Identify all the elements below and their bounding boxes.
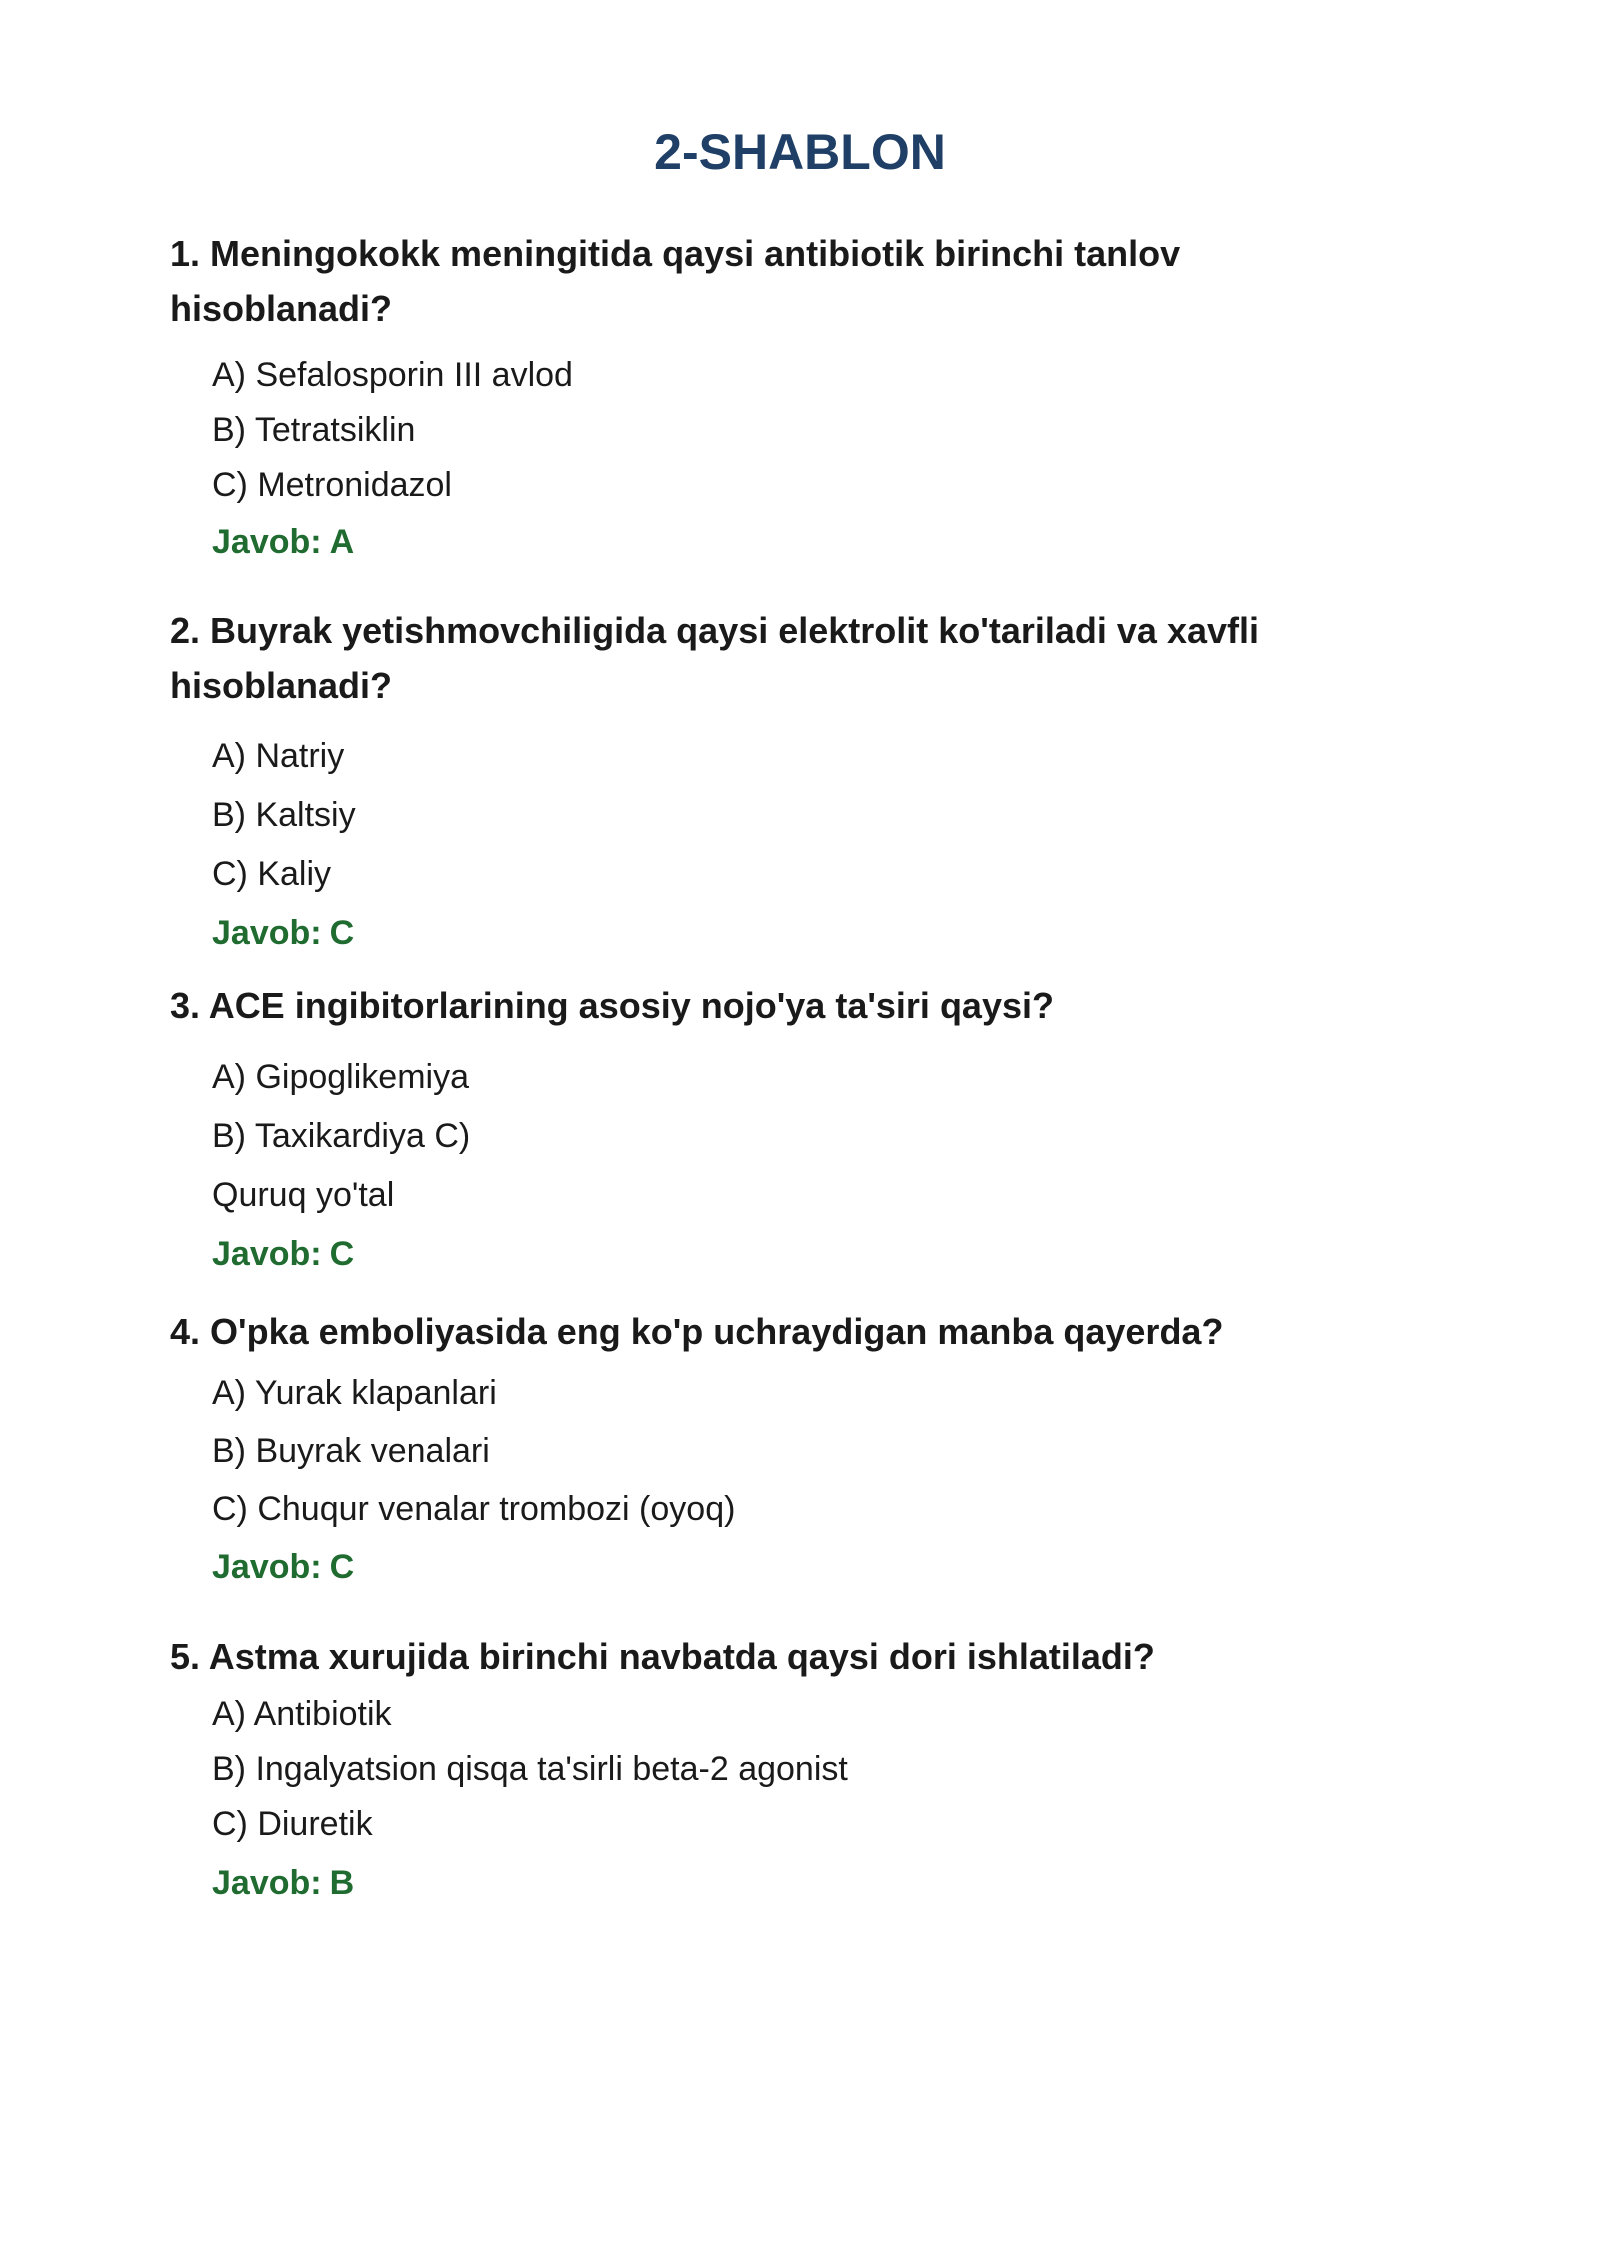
question-line: 4. O'pka emboliyasida eng ko'p uchraydigan manba qayerda? (170, 1311, 1224, 1352)
option-list (170, 1687, 1420, 1852)
answer-value: C (329, 1235, 355, 1273)
option-a: A) Sefalosporin III avlod (212, 356, 573, 394)
option-a: A) Antibiotik (212, 1695, 392, 1733)
answer-value: C (329, 1548, 355, 1586)
question-line: 5. Astma xurujida birinchi navbatda qaysi dori ishlatiladi? (170, 1636, 1155, 1677)
option-list (170, 1048, 1420, 1225)
answer-line (170, 1538, 1420, 1596)
option-list (170, 727, 1420, 904)
answer-line (170, 513, 1420, 571)
option-c: C) Metronidazol (212, 466, 452, 504)
option-b: B) Ingalyatsion qisqa ta'sirli beta-2 agonist (212, 1750, 848, 1788)
question-text (170, 226, 1420, 336)
option-b: B) Buyrak venalari (212, 1432, 490, 1470)
option-b: B) Kaltsiy (212, 796, 356, 834)
option-a: A) Natriy (212, 737, 345, 775)
question-3 (170, 978, 1420, 1283)
question-text (170, 1304, 1420, 1359)
answer-label: Javob: (212, 1864, 322, 1902)
question-5 (170, 1629, 1420, 1914)
option-c: C) Diuretik (212, 1805, 373, 1843)
question-2 (170, 603, 1420, 962)
option-b: B) Taxikardiya C) (212, 1117, 471, 1155)
question-4 (170, 1304, 1420, 1596)
answer-line (170, 1225, 1420, 1283)
option-c: Quruq yo'tal (212, 1176, 395, 1214)
page-title: 2-SHABLON (654, 124, 946, 180)
answer-line (170, 904, 1420, 962)
option-b: B) Tetratsiklin (212, 411, 416, 449)
answer-label: Javob: (212, 1235, 322, 1273)
question-text (170, 603, 1420, 713)
answer-label: Javob: (212, 1548, 322, 1586)
option-c: C) Kaliy (212, 855, 332, 893)
question-text (170, 1629, 1420, 1684)
option-list (170, 1364, 1420, 1538)
answer-label: Javob: (212, 914, 322, 952)
question-line: 1. Meningokokk meningitida qaysi antibiotik birinchi tanlov (170, 233, 1181, 274)
answer-label: Javob: (212, 523, 322, 561)
question-line: 2. Buyrak yetishmovchiligida qaysi elektrolit ko'tariladi va xavfli (170, 610, 1259, 651)
answer-line (170, 1852, 1420, 1914)
option-a: A) Gipoglikemiya (212, 1058, 469, 1096)
option-c: C) Chuqur venalar trombozi (oyoq) (212, 1490, 736, 1528)
question-1 (170, 226, 1420, 571)
answer-value: C (329, 914, 355, 952)
answer-value: A (329, 523, 355, 561)
option-a: A) Yurak klapanlari (212, 1374, 497, 1412)
option-list (170, 348, 1420, 513)
question-line: 3. ACE ingibitorlarining asosiy nojo'ya ta'siri qaysi? (170, 985, 1054, 1026)
question-line: hisoblanadi? (170, 288, 393, 329)
question-line: hisoblanadi? (170, 665, 393, 706)
question-text (170, 978, 1420, 1033)
answer-value: B (329, 1864, 355, 1902)
